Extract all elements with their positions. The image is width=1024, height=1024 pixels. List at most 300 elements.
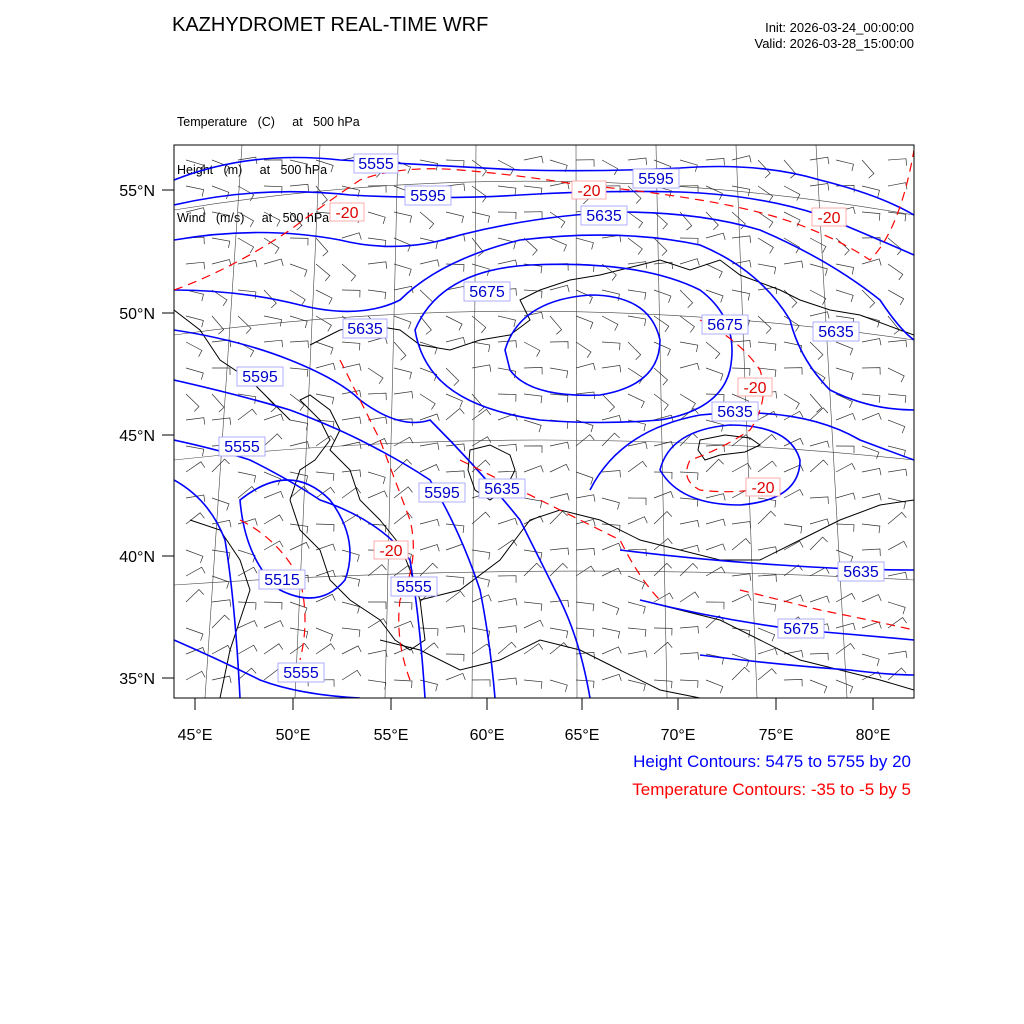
wind-barb <box>888 394 906 403</box>
wind-barb <box>888 159 907 166</box>
wind-barb <box>836 644 855 655</box>
wind-barb <box>680 259 699 266</box>
valid-time: Valid: 2026-03-28_15:00:00 <box>754 36 914 51</box>
wind-barb <box>264 414 283 421</box>
wind-barb <box>186 342 202 357</box>
wind-barb <box>264 316 282 326</box>
wind-barb <box>732 574 751 581</box>
wind-barb <box>602 568 621 576</box>
wind-barb <box>342 646 361 654</box>
wind-barb <box>394 437 413 446</box>
wind-barb <box>680 394 695 409</box>
height-contour <box>174 380 495 698</box>
svg-text:5595: 5595 <box>410 188 446 205</box>
wind-barb <box>472 316 486 333</box>
wind-barb <box>342 233 361 240</box>
wind-barb <box>628 158 647 165</box>
wind-barb <box>758 511 776 524</box>
wind-barb <box>836 593 855 602</box>
wind-barb <box>862 494 881 501</box>
wind-barb <box>706 567 725 576</box>
wind-barb <box>238 602 256 610</box>
wind-barb <box>238 212 254 227</box>
lat-label: 45°N <box>119 428 155 445</box>
height-label <box>405 186 451 205</box>
wind-barb <box>680 290 693 308</box>
wind-barb <box>628 316 646 326</box>
wind-barb <box>862 394 880 403</box>
wind-barb <box>264 434 282 446</box>
wind-barb <box>680 342 698 352</box>
wind-barb <box>472 212 490 223</box>
height-labels <box>219 154 884 682</box>
wind-barb <box>394 392 413 399</box>
wind-barb <box>888 651 907 658</box>
wind-barb <box>264 340 283 347</box>
wind-barb <box>264 602 282 610</box>
wind-barb <box>758 575 776 582</box>
wind-barb <box>888 469 907 476</box>
wind-barb <box>732 594 751 602</box>
wind-barb <box>212 238 230 248</box>
wind-barb <box>576 238 593 249</box>
wind-barb <box>186 446 204 456</box>
wind-barb <box>576 363 595 370</box>
lat-label: 50°N <box>119 306 155 323</box>
wind-barb <box>316 394 334 404</box>
svg-text:-20: -20 <box>379 543 403 560</box>
lon-label: 55°E <box>373 727 409 744</box>
wind-barb <box>836 413 855 420</box>
temp-label <box>746 478 780 497</box>
wind-barb <box>576 495 595 502</box>
wind-barb <box>524 498 542 508</box>
wind-barb <box>836 680 853 693</box>
wind-barb <box>810 290 826 305</box>
wind-barb <box>862 290 875 308</box>
wind-barb <box>810 342 823 360</box>
wind-barb <box>576 316 593 329</box>
height-contour <box>640 600 914 640</box>
wind-barb <box>836 524 854 532</box>
wind-barb <box>758 212 773 228</box>
wind-barb <box>550 680 567 692</box>
wind-barb <box>758 628 775 641</box>
wind-barb <box>862 160 874 178</box>
wind-barb <box>342 670 361 680</box>
wind-barb <box>732 290 750 301</box>
wind-barb <box>836 264 854 274</box>
wind-barb <box>472 680 490 687</box>
wind-barb <box>810 596 829 603</box>
lon-label: 70°E <box>660 727 696 744</box>
wind-barb <box>732 628 750 638</box>
wind-barb <box>810 519 829 526</box>
wind-barb <box>420 443 439 450</box>
wind-barb <box>550 316 562 334</box>
height-contour <box>174 640 360 698</box>
wind-barb <box>498 642 516 654</box>
wind-barb <box>212 418 231 425</box>
wind-barb <box>576 628 594 637</box>
wind-barb <box>446 368 459 386</box>
border-iran <box>380 640 700 698</box>
wind-barb <box>446 576 464 585</box>
wind-barb <box>862 468 881 475</box>
wind-barb <box>212 260 231 267</box>
wind-barb <box>602 160 618 175</box>
wind-barb <box>602 365 621 372</box>
wind-barb <box>836 290 853 302</box>
lat-label: 35°N <box>119 671 155 688</box>
wind-barb <box>628 368 643 384</box>
wind-barb <box>680 472 698 480</box>
variable-height: Height (m) at 500 hPa <box>177 163 328 177</box>
svg-text:-20: -20 <box>577 183 601 200</box>
wind-barb <box>550 464 569 472</box>
svg-text:5635: 5635 <box>586 208 622 225</box>
temperature-contours-legend: Temperature Contours: -35 to -5 by 5 <box>632 780 911 799</box>
wind-barb <box>550 368 568 378</box>
wind-barb <box>862 368 880 375</box>
wind-barb <box>420 680 438 691</box>
wind-barb <box>238 238 254 253</box>
graticule <box>174 145 914 698</box>
height-contour <box>174 440 425 698</box>
wind-barb <box>654 492 673 499</box>
wind-barb <box>576 160 594 167</box>
wind-barb <box>186 186 204 197</box>
wind-barb <box>212 212 230 222</box>
wind-barb <box>316 472 334 481</box>
wind-barb <box>420 628 438 636</box>
wind-barb <box>446 626 465 633</box>
svg-text:5675: 5675 <box>707 317 743 334</box>
wind-barb <box>810 653 828 660</box>
wind-barb <box>550 442 569 449</box>
wind-barb <box>550 511 568 524</box>
wind-barb <box>420 465 439 473</box>
height-contours-legend: Height Contours: 5475 to 5755 by 20 <box>633 752 911 771</box>
wind-barb <box>654 563 672 576</box>
wind-barb <box>602 342 620 350</box>
height-contour <box>174 212 914 340</box>
wind-barb <box>498 316 516 327</box>
wind-barb <box>524 563 542 576</box>
wind-barb <box>862 654 879 666</box>
wind-barb <box>810 680 827 693</box>
wind-barb <box>680 160 697 172</box>
height-label <box>464 282 510 301</box>
height-contour <box>700 655 914 675</box>
wind-barb <box>680 592 699 602</box>
wind-barb <box>446 471 464 478</box>
temp-label <box>330 203 364 222</box>
wind-barb <box>498 599 517 606</box>
temp-label <box>572 181 606 200</box>
temp-label <box>374 541 408 560</box>
wind-barb <box>628 576 645 589</box>
wind-barb <box>784 524 802 534</box>
wind-barb <box>316 238 328 256</box>
wind-barb <box>706 233 725 240</box>
wind-barb <box>784 679 802 686</box>
wind-barb <box>186 671 205 680</box>
wind-barb <box>368 262 387 269</box>
wind-barb <box>524 238 537 255</box>
parallel <box>174 440 914 460</box>
wind-barb <box>186 550 203 563</box>
wind-barb <box>576 472 593 485</box>
wind-barb <box>394 238 411 252</box>
svg-text:5555: 5555 <box>283 665 319 682</box>
wind-barb <box>810 567 829 576</box>
wind-barb <box>888 368 904 382</box>
wind-barb <box>862 622 881 629</box>
wind-barb <box>368 393 386 400</box>
wind-barb <box>810 537 828 550</box>
wind-barb <box>212 615 230 628</box>
height-label <box>343 319 387 338</box>
wind-barb <box>420 643 438 654</box>
wind-barb <box>888 618 907 629</box>
wind-barb <box>550 212 565 228</box>
wind-barb <box>628 238 642 255</box>
wind-barb <box>212 520 231 527</box>
variable-temperature: Temperature (C) at 500 hPa <box>177 115 360 129</box>
height-label <box>838 562 884 581</box>
wind-barb <box>212 645 231 654</box>
wind-barb <box>524 367 542 374</box>
wind-barb <box>342 264 356 281</box>
wind-barb <box>654 238 667 256</box>
wind-barb <box>394 602 412 610</box>
wind-barb <box>394 342 406 360</box>
wind-barb <box>290 184 309 191</box>
wind-barb <box>706 158 725 165</box>
wind-barb <box>732 522 751 529</box>
init-time: Init: 2026-03-24_00:00:00 <box>765 20 914 35</box>
wind-barb <box>238 260 257 267</box>
map-frame <box>174 145 914 698</box>
lon-labels <box>178 727 891 744</box>
meridian <box>472 145 476 698</box>
wind-barb <box>472 409 491 420</box>
lat-label: 55°N <box>119 183 155 200</box>
wind-barb <box>706 602 724 609</box>
wind-barb <box>498 394 516 402</box>
wind-barb <box>888 340 907 347</box>
wind-barb <box>706 264 722 278</box>
wind-barb <box>836 623 855 630</box>
svg-text:5635: 5635 <box>484 481 520 498</box>
wind-barb <box>290 264 307 277</box>
wind-barb <box>524 212 542 219</box>
wind-barb <box>472 512 490 524</box>
wind-barb <box>394 487 413 498</box>
wind-barb <box>264 238 279 254</box>
wind-barb <box>290 644 309 655</box>
wind-barb <box>420 545 439 552</box>
wind-barb <box>758 461 777 472</box>
wind-barb <box>732 667 750 680</box>
wind-barb <box>342 364 361 371</box>
wind-barb <box>680 520 699 527</box>
wind-barb <box>524 602 542 611</box>
wind-barb <box>368 680 386 690</box>
svg-text:5595: 5595 <box>242 369 278 386</box>
svg-text:5595: 5595 <box>638 171 674 188</box>
wind-barb <box>758 238 773 253</box>
wind-barb <box>420 563 438 576</box>
wind-barb <box>654 680 672 688</box>
wind-barb <box>316 264 330 281</box>
wind-barb <box>368 472 385 484</box>
wind-barb <box>316 363 335 370</box>
wind-barb <box>524 466 543 473</box>
wind-barb <box>758 648 777 655</box>
wind-barb <box>290 160 308 171</box>
wind-barb <box>186 462 205 472</box>
height-label <box>581 206 627 225</box>
wind-barb <box>810 497 828 504</box>
svg-text:-20: -20 <box>335 205 359 222</box>
wind-barb <box>368 212 385 224</box>
temperature-contour <box>340 360 413 680</box>
wind-barb <box>706 680 723 693</box>
wind-barb <box>524 644 543 654</box>
wind-barb <box>316 342 333 355</box>
wind-barb <box>836 446 854 453</box>
wind-barb <box>888 420 905 433</box>
wind-barb <box>602 602 619 615</box>
wind-barb <box>836 238 849 255</box>
wind-barb <box>290 212 302 230</box>
wind-barb <box>446 654 464 661</box>
wind-barb <box>212 394 224 412</box>
wind-barb <box>238 316 251 334</box>
lon-label: 65°E <box>564 727 600 744</box>
wind-barb <box>810 157 829 164</box>
wind-barb <box>212 498 229 511</box>
wind-barb <box>368 602 386 609</box>
wind-barb <box>862 549 880 556</box>
lon-label: 75°E <box>758 727 794 744</box>
wind-barb <box>472 365 491 372</box>
wind-barb <box>342 391 361 398</box>
wind-barb <box>186 208 205 215</box>
wind-barb <box>836 342 853 355</box>
wind-barb <box>628 186 641 204</box>
wind-barb <box>342 290 360 297</box>
height-label <box>712 402 758 421</box>
wind-barb <box>524 516 543 524</box>
wind-barb <box>680 653 699 660</box>
wind-barb <box>862 339 881 346</box>
wind-barb <box>472 550 490 560</box>
svg-text:5555: 5555 <box>396 579 432 596</box>
height-label <box>479 479 525 498</box>
wind-barb <box>472 186 487 202</box>
wind-barb <box>186 628 203 641</box>
wind-barb <box>394 459 412 472</box>
wind-barb <box>836 464 855 473</box>
wind-barb <box>602 628 620 639</box>
wind-barb <box>550 548 569 555</box>
wind-barb <box>628 602 645 614</box>
wind-barb <box>732 368 750 376</box>
wind-barb <box>602 415 621 422</box>
lat-label: 40°N <box>119 549 155 566</box>
svg-text:5635: 5635 <box>347 321 383 338</box>
wind-barb <box>628 498 646 505</box>
svg-text:5555: 5555 <box>224 439 260 456</box>
wind-barb <box>862 446 879 459</box>
parallel <box>174 311 914 340</box>
wind-barb <box>238 472 256 483</box>
wind-barb <box>342 602 359 613</box>
chart-title: KAZHYDROMET REAL-TIME WRF <box>172 14 489 36</box>
height-contour <box>505 295 660 395</box>
wind-barb <box>238 567 257 576</box>
wind-barb <box>576 548 595 555</box>
wind-barb <box>212 676 231 683</box>
wind-barb <box>602 235 621 242</box>
wind-barb <box>784 238 800 253</box>
wind-barb <box>290 238 308 245</box>
wind-barb <box>264 212 280 227</box>
lon-label: 45°E <box>177 727 213 744</box>
wind-barb <box>316 544 335 551</box>
wind-barb <box>602 471 621 478</box>
wind-barb <box>706 342 720 359</box>
wind-barb <box>602 674 621 681</box>
caspian-coast <box>290 395 425 650</box>
wind-barb <box>706 368 723 381</box>
wind-barb <box>732 156 751 163</box>
wind-barb <box>758 342 776 351</box>
wind-barb <box>550 494 569 501</box>
wind-barb <box>862 413 881 420</box>
svg-text:5595: 5595 <box>424 485 460 502</box>
wind-barb <box>602 394 615 412</box>
wind-barb <box>498 186 516 195</box>
wind-barb <box>316 290 332 304</box>
wind-barb <box>628 394 644 408</box>
lon-label: 80°E <box>855 727 891 744</box>
wind-barb <box>498 160 514 175</box>
wind-barb <box>342 417 361 424</box>
wind-barb <box>862 212 880 221</box>
wind-barb <box>290 341 308 348</box>
wind-barb <box>758 669 776 680</box>
wind-barb <box>628 628 646 637</box>
lat-labels <box>119 183 155 688</box>
wind-barb <box>368 619 387 628</box>
wind-barb <box>186 290 204 301</box>
wind-barb <box>446 316 462 330</box>
wind-barb <box>836 368 853 380</box>
height-label <box>219 437 265 456</box>
lon-label: 60°E <box>469 727 505 744</box>
wind-barb <box>732 539 750 551</box>
height-label <box>237 367 283 386</box>
wind-barb <box>888 290 904 305</box>
wind-barb <box>446 409 464 421</box>
svg-text:-20: -20 <box>751 480 775 497</box>
wind-barb <box>394 368 412 379</box>
meridian <box>205 145 242 698</box>
